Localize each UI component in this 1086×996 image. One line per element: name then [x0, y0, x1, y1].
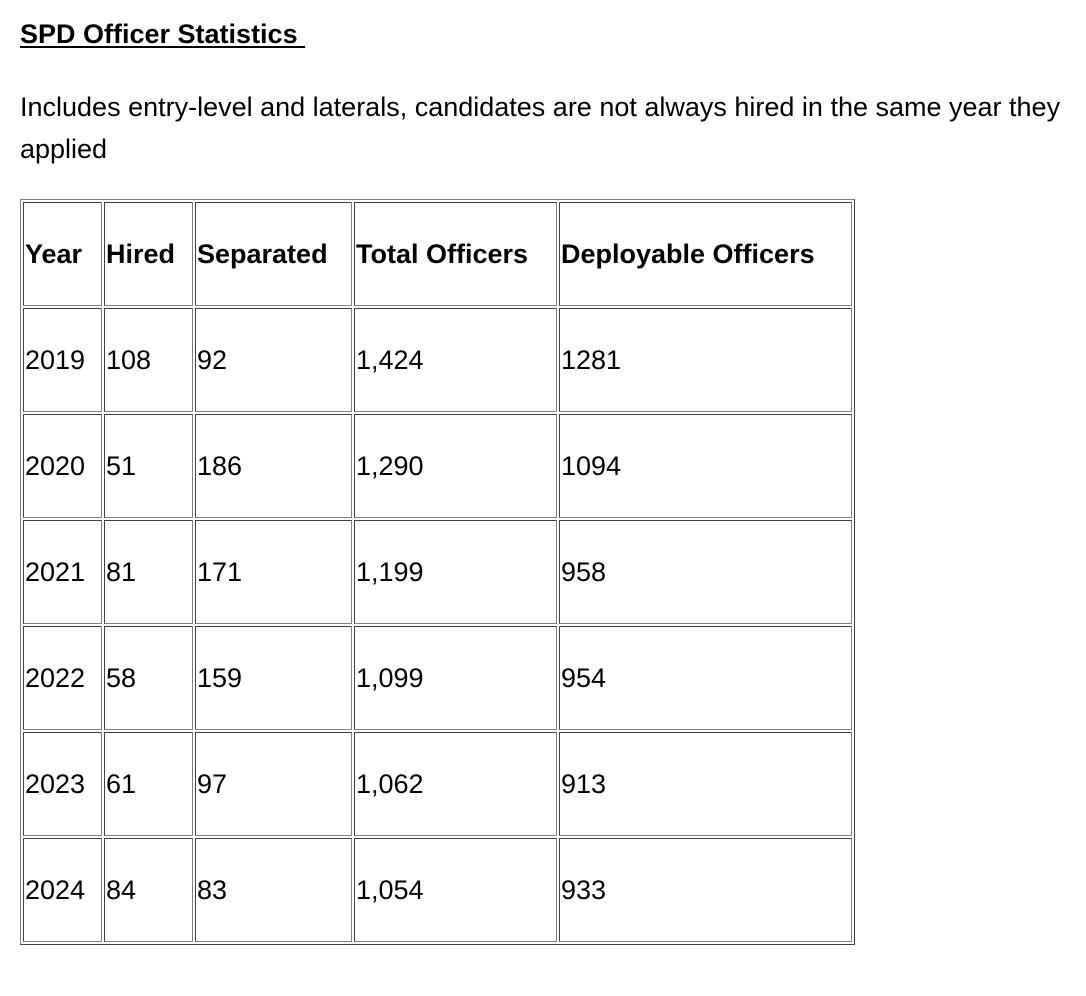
cell-year: 2019: [23, 308, 102, 412]
cell-deployable-officers: 1281: [559, 308, 852, 412]
table-row: [23, 414, 852, 518]
cell-year: 2022: [23, 626, 102, 730]
cell-deployable-officers: 954: [559, 626, 852, 730]
cell-year: 2020: [23, 414, 102, 518]
cell-hired: 51: [104, 414, 193, 518]
cell-hired: 61: [104, 732, 193, 836]
cell-total-officers: 1,062: [354, 732, 557, 836]
officer-statistics-table: [20, 199, 855, 945]
cell-total-officers: 1,099: [354, 626, 557, 730]
cell-separated: 92: [195, 308, 352, 412]
cell-year: 2021: [23, 520, 102, 624]
header-deployable-officers: Deployable Officers: [559, 202, 852, 306]
cell-separated: 97: [195, 732, 352, 836]
cell-deployable-officers: 958: [559, 520, 852, 624]
header-year: Year: [23, 202, 102, 306]
cell-separated: 171: [195, 520, 352, 624]
page-title: SPD Officer Statistics: [20, 19, 306, 49]
cell-separated: 159: [195, 626, 352, 730]
table-row: [23, 520, 852, 624]
cell-separated: 83: [195, 838, 352, 942]
page-subtitle: Includes entry-level and laterals, candidates are not always hired in the same year they applied: [20, 92, 1061, 164]
cell-hired: 58: [104, 626, 193, 730]
cell-deployable-officers: 1094: [559, 414, 852, 518]
cell-total-officers: 1,199: [354, 520, 557, 624]
cell-deployable-officers: 913: [559, 732, 852, 836]
header-hired: Hired: [104, 202, 193, 306]
table-row: [23, 732, 852, 836]
table-row: [23, 838, 852, 942]
header-total-officers: Total Officers: [354, 202, 557, 306]
table-header-row: [23, 202, 852, 306]
header-separated: Separated: [195, 202, 352, 306]
cell-total-officers: 1,424: [354, 308, 557, 412]
table-row: [23, 308, 852, 412]
cell-hired: 108: [104, 308, 193, 412]
cell-year: 2024: [23, 838, 102, 942]
cell-year: 2023: [23, 732, 102, 836]
cell-total-officers: 1,054: [354, 838, 557, 942]
cell-total-officers: 1,290: [354, 414, 557, 518]
cell-deployable-officers: 933: [559, 838, 852, 942]
cell-separated: 186: [195, 414, 352, 518]
table-row: [23, 626, 852, 730]
cell-hired: 81: [104, 520, 193, 624]
cell-hired: 84: [104, 838, 193, 942]
